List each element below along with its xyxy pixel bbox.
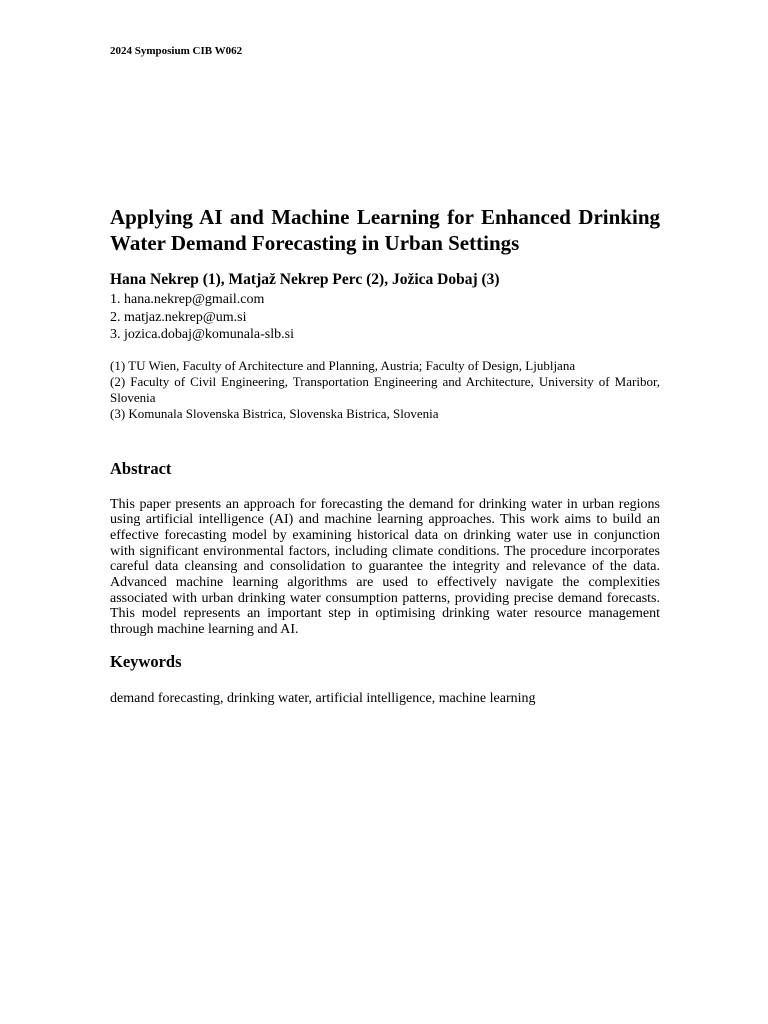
affiliation: (2) Faculty of Civil Engineering, Transportation Engineering and Architecture, University of Maribor, Slovenia [110,373,660,405]
affiliation: (1) TU Wien, Faculty of Architecture and Planning, Austria; Faculty of Design, Ljubljana [110,357,576,373]
author-email-list [110,291,660,344]
affiliation-list [110,358,660,422]
author-email: 3. jozica.dobaj@komunala-slb.si [110,327,294,342]
paper-content [110,204,660,707]
abstract-body: This paper presents an approach for forecasting the demand for drinking water in urban regions using artificial intelligence (AI) and machine learning approaches. This work aims to build an effective forecasting model by examining historical data on drinking water use in conjunction with significant environmental factors, including climate conditions. The procedure incorporates careful data cleansing and consolidation to guarantee the integrity and relevance of the data. Advanced machine learning algorithms are used to effectively navigate the complexities associated with urban drinking water consumption patterns, providing precise demand forecasts. This model represents an important step in optimising drinking water resource management through machine learning and AI. [110,496,660,638]
affiliation: (3) Komunala Slovenska Bistrica, Slovenska Bistrica, Slovenia [110,405,439,421]
keywords-heading: Keywords [110,651,182,671]
author-list: Hana Nekrep (1), Matjaž Nekrep Perc (2), Jožica Dobaj (3) [110,271,500,288]
paper-title: Applying AI and Machine Learning for Enhanced Drinking Water Demand Forecasting in Urban Settings [110,205,660,255]
keywords-body: demand forecasting, drinking water, artificial intelligence, machine learning [110,690,536,706]
author-email: 2. matjaz.nekrep@um.si [110,309,247,325]
running-header: 2024 Symposium CIB W062 [110,45,243,57]
abstract-heading: Abstract [110,458,172,478]
author-email: 1. hana.nekrep@gmail.com [110,292,265,307]
